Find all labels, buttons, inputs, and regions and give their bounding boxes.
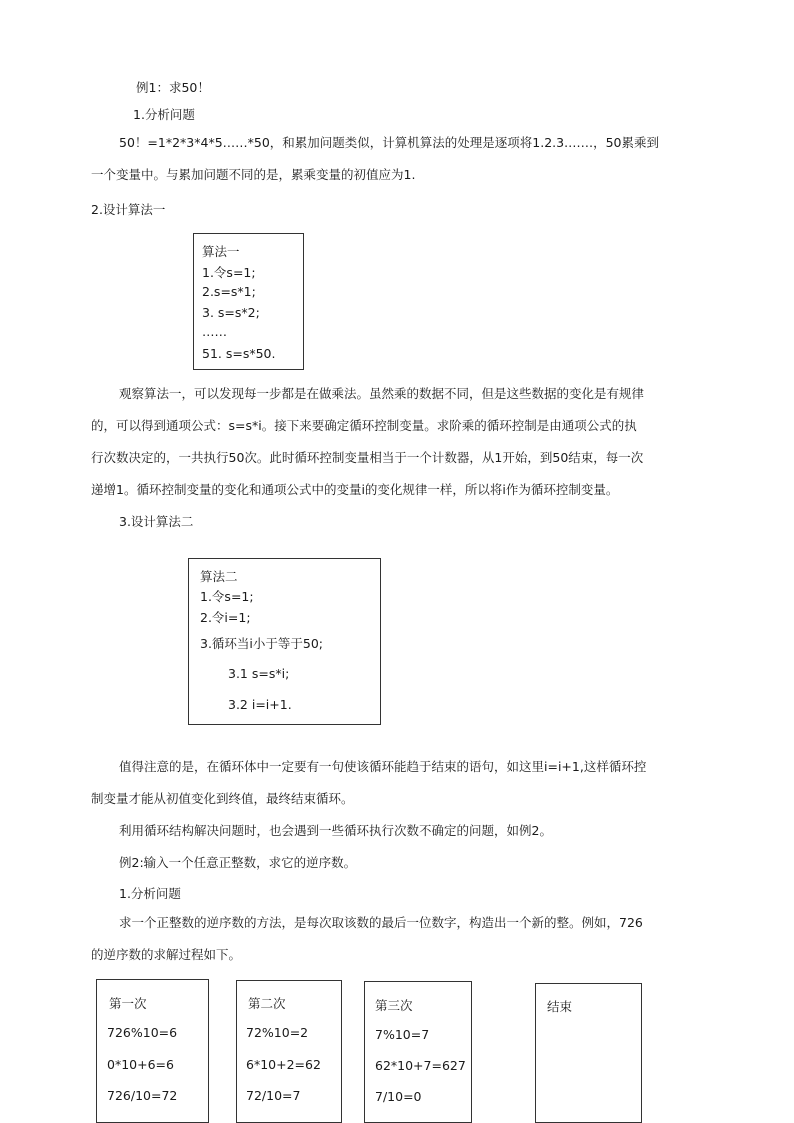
algorithm1-title: 算法一 xyxy=(202,244,240,259)
paragraph-line: 行次数决定的，一共执行50次。此时循环控制变量相当于一个计数器，从1开始，到50结束，每一次 xyxy=(91,450,644,465)
example1-title: 例1：求50！ xyxy=(136,80,210,95)
algorithm2-title: 算法二 xyxy=(200,569,238,584)
algorithm1-step: 2.s=s*1; xyxy=(202,284,256,299)
step-box-second xyxy=(236,980,342,1123)
algorithm1-step: 1.令s=1; xyxy=(202,265,256,280)
example2-title: 例2:输入一个任意正整数，求它的逆序数。 xyxy=(119,855,357,870)
step-box-title: 第一次 xyxy=(109,996,147,1011)
section3-heading: 3.设计算法二 xyxy=(119,514,194,529)
paragraph-line: 观察算法一，可以发现每一步都是在做乘法。虽然乘的数据不同，但是这些数据的变化是有规律 xyxy=(119,386,645,401)
step-box-line: 6*10+2=62 xyxy=(246,1057,321,1072)
paragraph-line: 50！=1*2*3*4*5……*50，和累加问题类似，计算机算法的处理是逐项将1.2.3.……，50累乘到 xyxy=(119,135,659,150)
paragraph-note xyxy=(91,751,705,815)
step-box-first xyxy=(96,979,209,1123)
algorithm2-step: 1.令s=1; xyxy=(200,589,254,604)
algorithm1-step: 3. s=s*2; xyxy=(202,305,260,320)
paragraph-line: 制变量才能从初值变化到终值，最终结束循环。 xyxy=(91,791,354,806)
paragraph-analysis xyxy=(91,127,705,191)
algorithm2-step: 2.令i=1; xyxy=(200,610,251,625)
step-box-title: 结束 xyxy=(547,999,573,1014)
paragraph-line: 求一个正整数的逆序数的方法，是每次取该数的最后一位数字，构造出一个新的整。例如，726 xyxy=(119,915,643,930)
paragraph-line: 递增1。循环控制变量的变化和通项公式中的变量i的变化规律一样，所以将i作为循环控制变量。 xyxy=(91,482,619,497)
step-box-line: 726%10=6 xyxy=(107,1025,178,1040)
section1-heading: 1.分析问题 xyxy=(133,107,195,122)
step-box-end xyxy=(535,983,642,1123)
section2-heading: 2.设计算法一 xyxy=(91,202,166,217)
paragraph-reverse xyxy=(91,907,705,971)
step-box-title: 第三次 xyxy=(375,998,413,1013)
algorithm2-substep: 3.1 s=s*i; xyxy=(228,666,290,681)
paragraph-line: 的逆序数的求解过程如下。 xyxy=(91,947,242,962)
paragraph-line: 的，可以得到通项公式：s=s*i。接下来要确定循环控制变量。求阶乘的循环控制是由通项公式的执 xyxy=(91,418,637,433)
section4-heading: 1.分析问题 xyxy=(119,886,181,901)
algorithm1-box xyxy=(193,233,304,370)
paragraph-observation xyxy=(91,378,705,506)
algorithm1-step: …… xyxy=(202,324,227,339)
step-box-line: 726/10=72 xyxy=(107,1088,178,1103)
paragraph-loop-note: 利用循环结构解决问题时，也会遇到一些循环执行次数不确定的问题，如例2。 xyxy=(119,823,552,838)
algorithm1-step: 51. s=s*50. xyxy=(202,346,276,361)
step-box-line: 7/10=0 xyxy=(375,1089,422,1104)
algorithm2-step: 3.循环当i小于等于50; xyxy=(200,636,324,651)
step-box-line: 72/10=7 xyxy=(246,1088,301,1103)
algorithm2-box xyxy=(188,558,381,725)
paragraph-line: 一个变量中。与累加问题不同的是，累乘变量的初值应为1. xyxy=(91,167,416,182)
step-box-line: 0*10+6=6 xyxy=(107,1057,174,1072)
step-box-title: 第二次 xyxy=(248,996,286,1011)
algorithm2-substep: 3.2 i=i+1. xyxy=(228,697,292,712)
step-box-third xyxy=(364,981,472,1123)
step-box-line: 7%10=7 xyxy=(375,1027,430,1042)
step-box-line: 62*10+7=627 xyxy=(375,1058,466,1073)
step-box-line: 72%10=2 xyxy=(246,1025,309,1040)
paragraph-line: 值得注意的是，在循环体中一定要有一句使该循环能趋于结束的语句，如这里i=i+1,这样循环控 xyxy=(119,759,647,774)
